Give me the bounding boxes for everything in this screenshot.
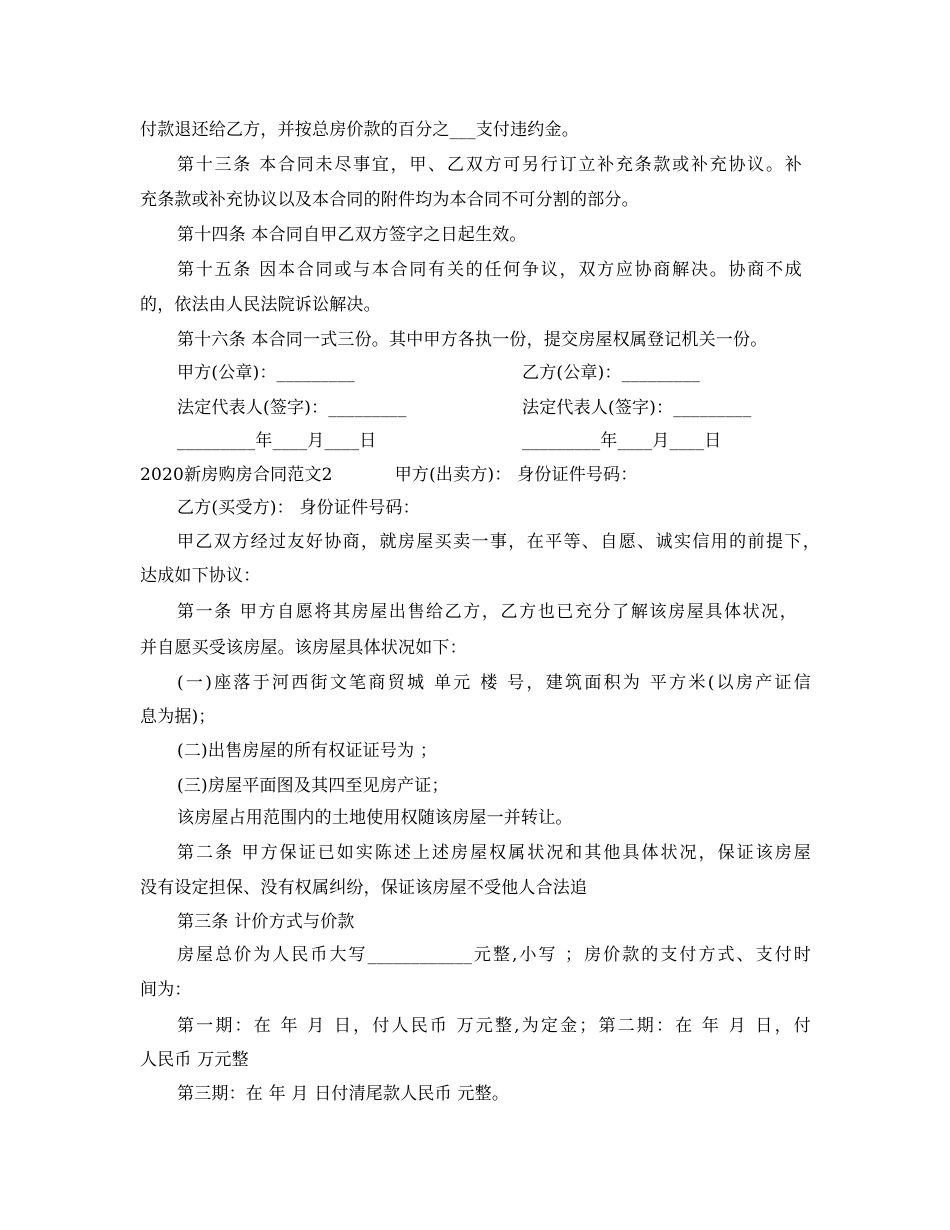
seller-field: 甲方(出卖方)： 身份证件号码： xyxy=(394,465,638,485)
text-line: 房屋总价为人民币大写____________元整,小写 ；房价款的支付方式、支付时 xyxy=(177,945,811,965)
party-b-rep-field: 法定代表人(签字)：_________ xyxy=(522,398,752,418)
party-b-seal-field: 乙方(公章)：_________ xyxy=(522,363,700,383)
buyer-field: 乙方(买受方)： 身份证件号码： xyxy=(177,498,420,518)
text-line: 人民币 万元整 xyxy=(140,1050,249,1070)
text-line: 第一期：在 年 月 日，付人民币 万元整,为定金；第二期：在 年 月 日，付 xyxy=(177,1016,811,1036)
signature-row-seal xyxy=(0,362,950,384)
text-line: (二)出售房屋的所有权证证号为 ； xyxy=(177,741,438,761)
text-line: 甲乙双方经过友好协商，就房屋买卖一事，在平等、自愿、诚实信用的前提下， xyxy=(177,532,820,552)
text-line: (三)房屋平面图及其四至见房产证； xyxy=(177,776,449,796)
contract-title-line xyxy=(0,464,638,486)
text-line: 达成如下协议： xyxy=(140,566,261,586)
text-line: 第十三条 本合同未尽事宜，甲、乙双方可另行订立补充条款或补充协议。补 xyxy=(177,155,802,175)
text-line: 第十四条 本合同自甲乙双方签字之日起生效。 xyxy=(177,225,527,245)
text-line: 付款退还给乙方，并按总房价款的百分之___支付违约金。 xyxy=(140,120,579,140)
text-line: 息为据)； xyxy=(140,707,216,727)
text-line: 并自愿买受该房屋。该房屋具体状况如下： xyxy=(140,638,467,658)
signature-row-rep xyxy=(0,397,950,419)
party-a-rep-field: 法定代表人(签字)：_________ xyxy=(177,398,407,418)
text-line: 第二条 甲方保证已如实陈述上述房屋权属状况和其他具体状况，保证该房屋 xyxy=(177,843,811,863)
text-line: 第十五条 因本合同或与本合同有关的任何争议，双方应协商解决。协商不成 xyxy=(177,260,802,280)
text-line: (一)座落于河西街文笔商贸城 单元 楼 号，建筑面积为 平方米(以房产证信 xyxy=(177,673,811,693)
text-line: 没有设定担保、没有权属纠纷，保证该房屋不受他人合法追 xyxy=(140,878,588,898)
text-line: 充条款或补充协议以及本合同的附件均为本合同不可分割的部分。 xyxy=(140,190,639,210)
text-line: 该房屋占用范围内的土地使用权随该房屋一并转让。 xyxy=(177,808,573,828)
text-line: 第三期：在 年 月 日付清尾款人民币 元整。 xyxy=(177,1084,510,1104)
text-line: 第三条 计价方式与价款 xyxy=(177,912,355,932)
text-line: 的，依法由人民法院诉讼解决。 xyxy=(140,295,381,315)
party-b-date-field: _________年____月____日 xyxy=(522,431,722,451)
signature-row-date xyxy=(0,430,950,452)
contract-title: 2020新房购房合同范文2 xyxy=(140,465,333,485)
party-a-seal-field: 甲方(公章)：_________ xyxy=(177,363,355,383)
party-a-date-field: _________年____月____日 xyxy=(177,431,377,451)
text-line: 第一条 甲方自愿将其房屋出售给乙方，乙方也已充分了解该房屋具体状况， xyxy=(177,602,797,622)
text-line: 第十六条 本合同一式三份。其中甲方各执一份，提交房屋权属登记机关一份。 xyxy=(177,330,768,350)
text-line: 间为： xyxy=(140,980,192,1000)
